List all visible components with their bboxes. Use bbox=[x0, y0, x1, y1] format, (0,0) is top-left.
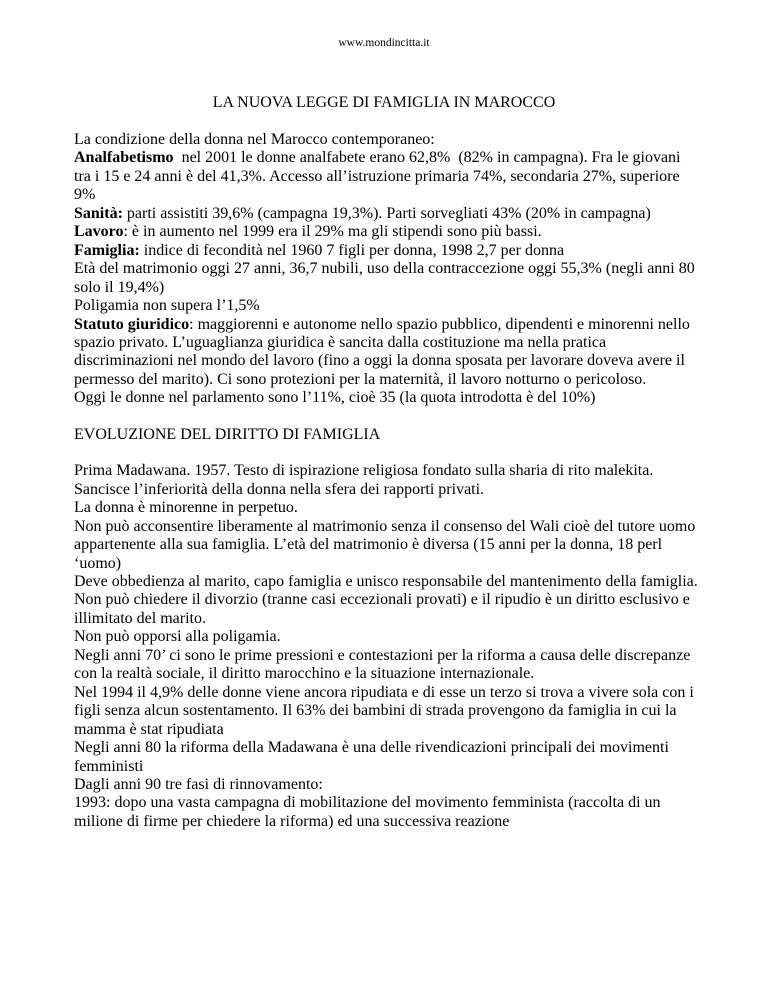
site-header: www.mondincitta.it bbox=[338, 37, 430, 49]
statuto-label: Statuto giuridico bbox=[74, 315, 190, 333]
analfabetismo-text: nel 2001 le donne analfabete erano 62,8% (82% in campagna). Fra le giovani tra i 15 e 24 anni è del 41,3%. Accesso all’istruzione primaria 74%, secondaria 27%, superiore 9% bbox=[74, 149, 689, 204]
famiglia-paragraph bbox=[74, 242, 704, 260]
sanita-label: Sanità: bbox=[74, 204, 123, 222]
paragraph: Sancisce l’inferiorità della donna nella sfera dei rapporti privati. bbox=[74, 480, 485, 498]
lavoro-paragraph bbox=[74, 223, 704, 241]
paragraph: Non può opporsi alla poligamia. bbox=[74, 628, 281, 646]
paragraph: Negli anni 80 la riforma della Madawana è una delle rivendicazioni principali dei movimenti femministi bbox=[74, 739, 669, 775]
lavoro-label: Lavoro bbox=[74, 223, 124, 241]
section-heading: EVOLUZIONE DEL DIRITTO DI FAMIGLIA bbox=[74, 425, 381, 443]
document-body bbox=[74, 131, 704, 831]
paragraph: Nel 1994 il 4,9% delle donne viene ancora ripudiata e di esse un terzo si trova a vivere sola con i figli senza alcun sostentamento. Il 63% dei bambini di strada provengono da famiglia in cui la mamma è stat ripudiata bbox=[74, 683, 694, 738]
statuto-paragraph bbox=[74, 316, 704, 390]
section-spacer bbox=[74, 408, 704, 426]
paragraph: Non può acconsentire liberamente al matrimonio senza il consenso del Wali cioè del tutore uomo appartenente alla sua famiglia. L’età del matrimonio è diversa (15 anni per la donna, 18 perl ‘uomo) bbox=[74, 517, 696, 572]
paragraph: Non può chiedere il divorzio (tranne casi eccezionali provati) e il ripudio è un diritto esclusivo e illimitato del marito. bbox=[74, 591, 690, 627]
famiglia-text: indice di fecondità nel 1960 7 figli per donna, 1998 2,7 per donna bbox=[139, 241, 565, 259]
lavoro-text: : è in aumento nel 1999 era il 29% ma gli stipendi sono più bassi. bbox=[123, 223, 542, 241]
statuto-text: : maggiorenni e autonome nello spazio pubblico, dipendenti e minorenni nello spazio privato. L’uguaglianza giuridica è sancita dalla costituzione ma nella pratica discriminazioni nel mondo del lavoro (fino a oggi la donna sposata per lavorare doveva avere il permesso del marito). Ci sono protezioni per la maternità, il lavoro notturno o pericoloso. bbox=[74, 315, 690, 388]
analfabetismo-paragraph bbox=[74, 149, 704, 204]
poligamia-paragraph: Poligamia non supera l’1,5% bbox=[74, 297, 260, 315]
paragraph: La donna è minorenne in perpetuo. bbox=[74, 499, 298, 517]
document-title: LA NUOVA LEGGE DI FAMIGLIA IN MAROCCO bbox=[212, 94, 556, 111]
famiglia-label: Famiglia: bbox=[74, 241, 140, 259]
sanita-text: parti assistiti 39,6% (campagna 19,3%). Parti sorvegliati 43% (20% in campagna) bbox=[122, 204, 651, 222]
eta-paragraph: Età del matrimonio oggi 27 anni, 36,7 nubili, uso della contraccezione oggi 55,3% (negli anni 80 solo il 19,4%) bbox=[74, 260, 695, 296]
paragraph: 1993: dopo una vasta campagna di mobilitazione del movimento femminista (raccolta di un milione di firme per chiedere la riforma) ed una successiva reazione bbox=[74, 794, 661, 830]
paragraph: Deve obbedienza al marito, capo famiglia e unisco responsabile del mantenimento della famiglia. bbox=[74, 572, 698, 590]
paragraph: Prima Madawana. 1957. Testo di ispirazione religiosa fondato sulla sharia di rito malekita. bbox=[74, 462, 654, 480]
sanita-paragraph bbox=[74, 205, 704, 223]
parlamento-paragraph: Oggi le donne nel parlamento sono l’11%, cioè 35 (la quota introdotta è del 10%) bbox=[74, 389, 596, 407]
intro-line: La condizione della donna nel Marocco contemporaneo: bbox=[74, 131, 435, 148]
analfabetismo-label: Analfabetismo bbox=[74, 149, 174, 167]
paragraph: Dagli anni 90 tre fasi di rinnovamento: bbox=[74, 775, 323, 793]
section-spacer bbox=[74, 444, 704, 462]
paragraph: Negli anni 70’ ci sono le prime pressioni e contestazioni per la riforma a causa delle discrepanze con la realtà sociale, il diritto marocchino e la situazione internazionale. bbox=[74, 646, 691, 683]
